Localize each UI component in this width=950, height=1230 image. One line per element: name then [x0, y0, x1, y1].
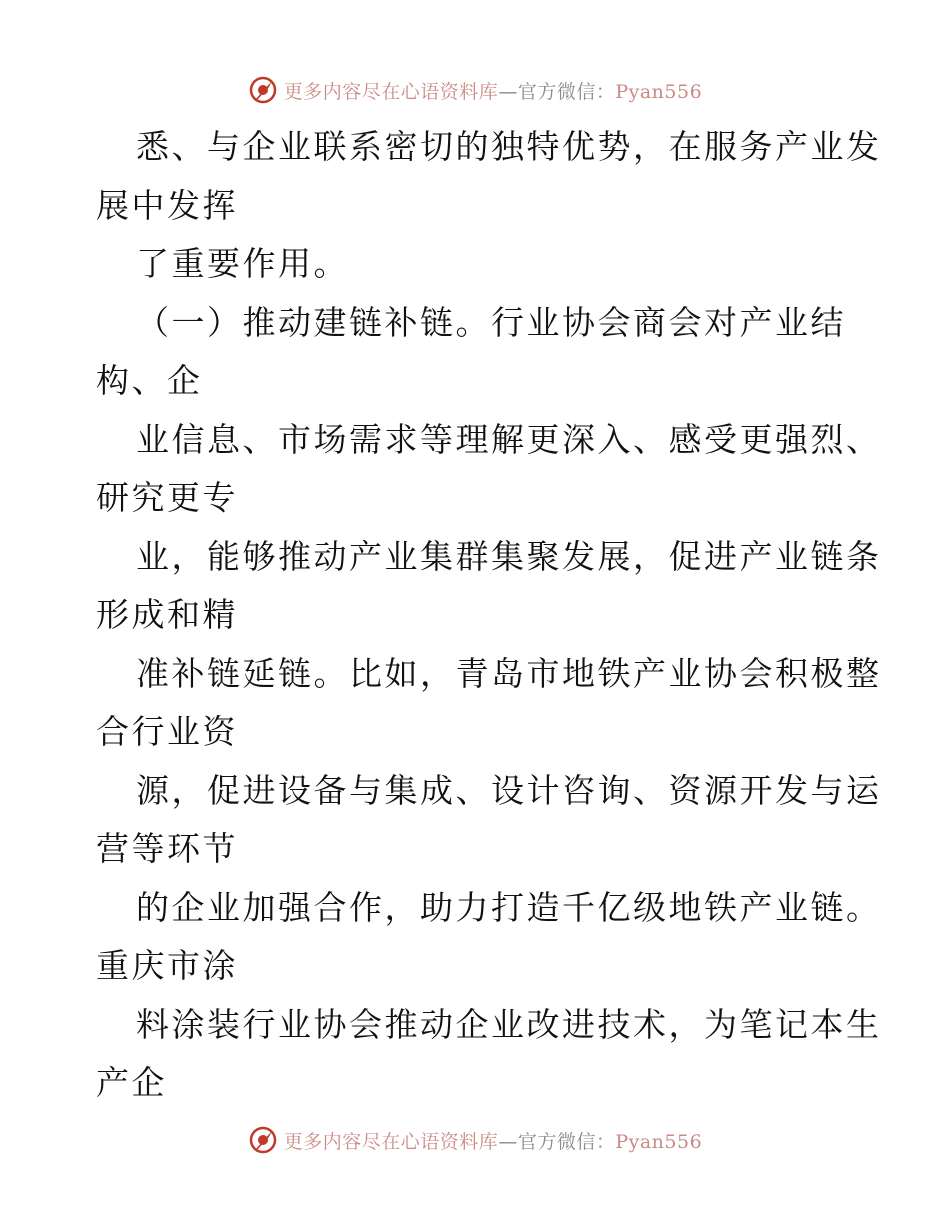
- footer-wechat-label: 官方微信：: [517, 1130, 616, 1153]
- footer-brand-text: 更多内容尽在心语资料库: [283, 1130, 499, 1153]
- paragraph-line: 展中发挥: [96, 185, 238, 225]
- header-wechat-label: 官方微信：: [517, 80, 616, 103]
- paragraph-line: 业信息、市场需求等理解更深入、感受更强烈、: [136, 419, 882, 459]
- paragraph-line: 研究更专: [96, 478, 238, 517]
- paragraph-line: （一）推动建链补链。行业协会商会对产业结: [136, 302, 846, 342]
- paragraph-line: 料涂装行业协会推动企业改进技术，为笔记本生: [136, 1004, 882, 1044]
- header-banner-text: [284, 77, 702, 104]
- paragraph-line: 源，促进设备与集成、设计咨询、资源开发与运: [136, 770, 882, 810]
- paragraph-line: 重庆市涂: [96, 946, 238, 985]
- header-wechat-id: Pyan556: [615, 80, 703, 103]
- quill-logo-icon: [248, 1125, 278, 1155]
- document-body: [96, 118, 882, 1113]
- paragraph-line: 构、企: [96, 361, 203, 400]
- paragraph-line: 形成和精: [96, 595, 238, 634]
- paragraph-line: 营等环节: [96, 829, 238, 868]
- footer-dash: —: [498, 1130, 518, 1153]
- footer-banner-text: [284, 1127, 702, 1154]
- page-footer-banner: [0, 1120, 950, 1160]
- paragraph-line: 准补链延链。比如，青岛市地铁产业协会积极整: [136, 653, 882, 693]
- header-brand-text: 更多内容尽在心语资料库: [283, 80, 499, 103]
- footer-wechat-id: Pyan556: [615, 1130, 703, 1153]
- paragraph-line: 了重要作用。: [136, 244, 349, 283]
- paragraph-line: 合行业资: [96, 712, 238, 751]
- paragraph-line: 的企业加强合作，助力打造千亿级地铁产业链。: [136, 887, 882, 927]
- header-dash: —: [498, 80, 518, 103]
- page-header-banner: [0, 70, 950, 110]
- paragraph-line: 业，能够推动产业集群集聚发展，促进产业链条: [136, 536, 882, 576]
- paragraph-line: 产企: [96, 1063, 167, 1102]
- quill-logo-icon: [248, 75, 278, 105]
- paragraph-line: 悉、与企业联系密切的独特优势，在服务产业发: [136, 127, 882, 166]
